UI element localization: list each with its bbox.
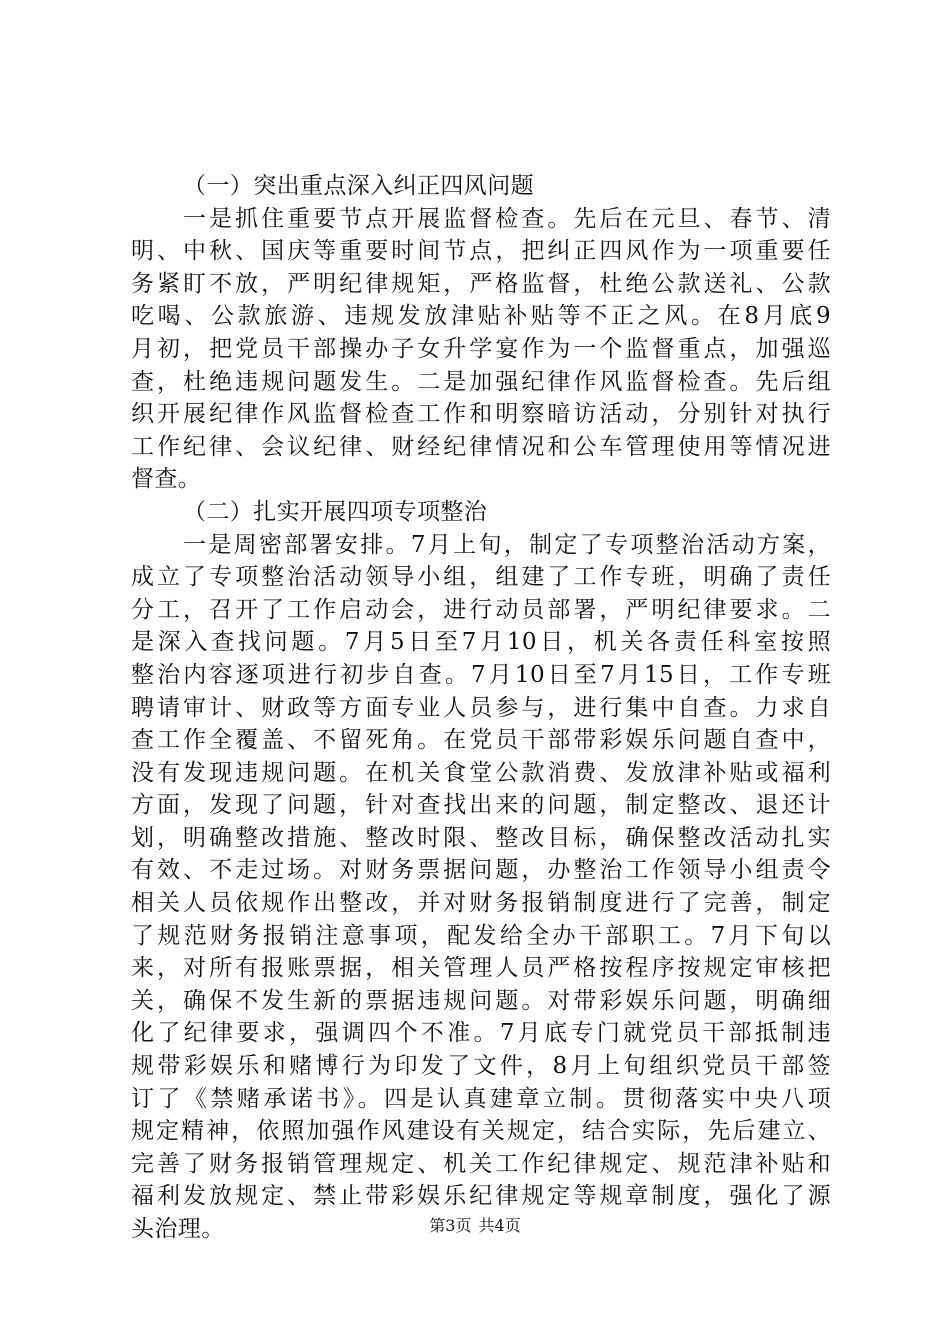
page-number: 第3页	[429, 1216, 472, 1235]
paragraph-line: 织开展纪律作风监督检查工作和明察暗访活动，分别针对执行	[131, 401, 831, 428]
paragraph-line: 督查。	[131, 466, 202, 493]
paragraph-line: 务紧盯不放，严明纪律规矩，严格监督，杜绝公款送礼、公款	[131, 270, 831, 297]
section-heading-1: （一）突出重点深入纠正四风问题	[183, 173, 534, 199]
paragraph-line: 吃喝、公款旅游、违规发放津贴补贴等不正之风。在8月底9	[131, 303, 831, 330]
paragraph-line: 关，确保不发生新的票据违规问题。对带彩娱乐问题，明确细	[131, 987, 831, 1014]
paragraph-line: 查工作全覆盖、不留死角。在党员干部带彩娱乐问题自查中，	[131, 727, 831, 754]
paragraph-line: 规定精神，依照加强作风建设有关规定，结合实际，先后建立、	[131, 1118, 831, 1145]
total-pages: 共4页	[478, 1216, 521, 1235]
section-heading-2: （二）扎实开展四项专项整治	[183, 498, 488, 525]
document-body	[131, 170, 831, 1246]
paragraph-line: 工作纪律、会议纪律、财经纪律情况和公车管理使用等情况进	[131, 433, 831, 460]
paragraph-line: 有效、不走过场。对财务票据问题，办整治工作领导小组责令	[131, 857, 831, 884]
paragraph-line: 聘请审计、财政等方面专业人员参与，进行集中自查。力求自	[131, 694, 831, 721]
paragraph-line: 福利发放规定、禁止带彩娱乐纪律规定等规章制度，强化了源	[131, 1183, 831, 1210]
paragraph-line: 分工，召开了工作启动会，进行动员部署，严明纪律要求。二	[131, 596, 831, 623]
paragraph-line: 订了《禁赌承诺书》。四是认真建章立制。贯彻落实中央八项	[131, 1085, 831, 1112]
paragraph-line: 规带彩娱乐和赌博行为印发了文件，8月上旬组织党员干部签	[131, 1053, 831, 1080]
paragraph-line: 来，对所有报账票据，相关管理人员严格按程序按规定审核把	[131, 955, 831, 982]
paragraph-line: 完善了财务报销管理规定、机关工作纪律规定、规范津补贴和	[131, 1150, 831, 1177]
page-footer	[0, 1213, 950, 1236]
paragraph-line: 没有发现违规问题。在机关食堂公款消费、发放津补贴或福利	[131, 759, 831, 786]
paragraph-line: 整治内容逐项进行初步自查。7月10日至7月15日，工作专班	[131, 661, 831, 688]
paragraph-line: 一是周密部署安排。7月上旬，制定了专项整治活动方案，	[183, 531, 831, 558]
paragraph-line: 一是抓住重要节点开展监督检查。先后在元旦、春节、清	[183, 205, 831, 232]
paragraph-line: 划，明确整改措施、整改时限、整改目标，确保整改活动扎实	[131, 824, 831, 851]
paragraph-line: 明、中秋、国庆等重要时间节点，把纠正四风作为一项重要任	[131, 238, 831, 265]
paragraph-line: 头治理。	[131, 1216, 225, 1242]
paragraph-line: 月初，把党员干部操办子女升学宴作为一个监督重点，加强巡	[131, 335, 831, 362]
paragraph-line: 了规范财务报销注意事项，配发给全办干部职工。7月下旬以	[131, 922, 831, 949]
paragraph-line: 查，杜绝违规问题发生。二是加强纪律作风监督检查。先后组	[131, 368, 831, 395]
paragraph-line: 相关人员依规作出整改，并对财务报销制度进行了完善，制定	[131, 890, 831, 917]
paragraph-line: 成立了专项整治活动领导小组，组建了工作专班，明确了责任	[131, 564, 831, 591]
paragraph-line: 方面，发现了问题，针对查找出来的问题，制定整改、退还计	[131, 792, 831, 819]
paragraph-line: 是深入查找问题。7月5日至7月10日，机关各责任科室按照	[131, 629, 831, 656]
paragraph-line: 化了纪律要求，强调四个不准。7月底专门就党员干部抵制违	[131, 1020, 831, 1047]
